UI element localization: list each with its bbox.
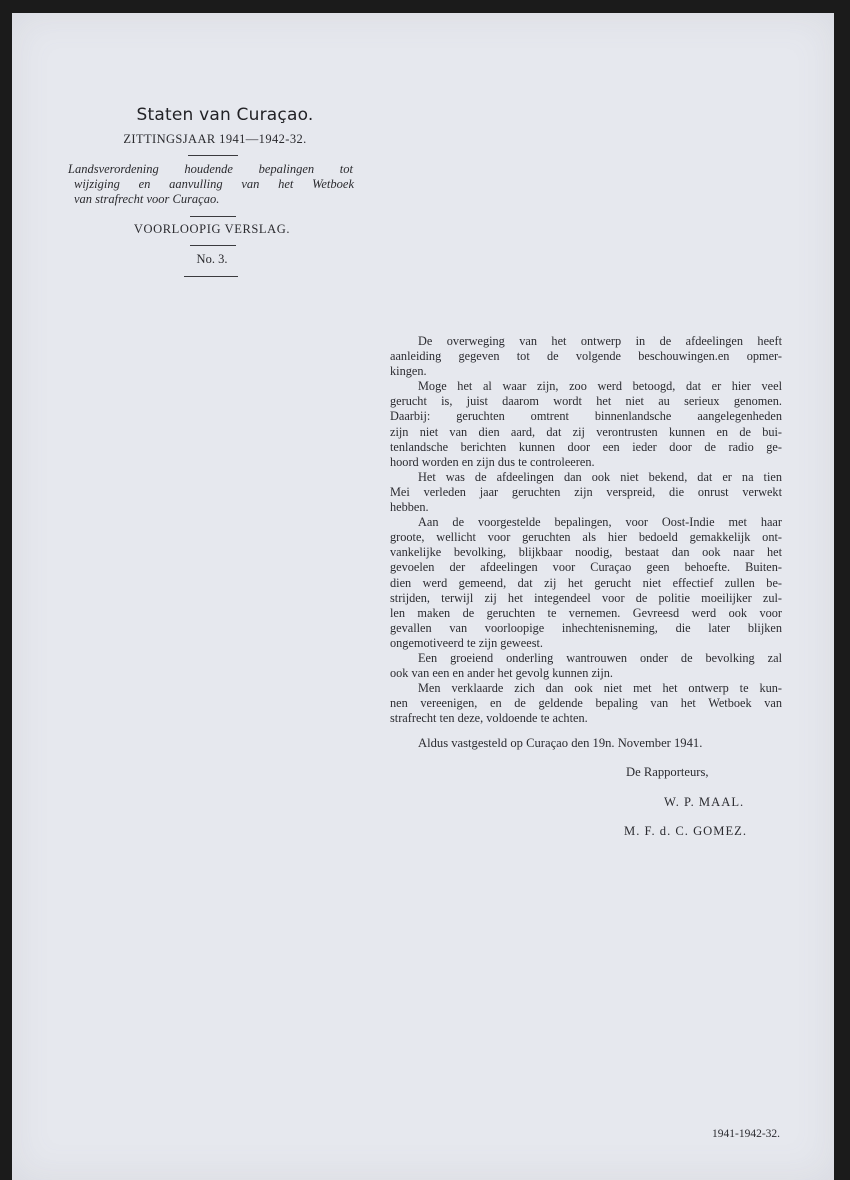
subject-line: Landsverordening houdende bepalingen tot <box>68 162 353 176</box>
text-line: Het was de afdeelingen dan ook niet bekend, dat er na tien <box>418 469 782 484</box>
text-line: groote, wellicht voor geruchten als hier bedoeld gemakkelijk ont- <box>390 530 782 545</box>
text-line: gevoelen der afdeelingen voor Curaçao geen behoefte. Buiten- <box>390 560 782 575</box>
scan-border-top <box>0 0 850 13</box>
text-line: De overweging van het ontwerp in de afdeelingen heeft <box>418 334 782 348</box>
text-line: len maken de geruchten te vernemen. Gevreesd werd ook voor <box>390 605 782 620</box>
paragraph <box>390 334 782 379</box>
paragraph <box>390 515 782 651</box>
scan-border-right <box>834 0 850 1180</box>
text-line: strijden, terwijl zij het integendeel voor de politie moeilijker zul- <box>390 590 782 605</box>
subject-line: wijziging en aanvulling van het Wetboek <box>74 177 354 191</box>
text-line: gerucht is, juist daarom wordt het niet au serieux genomen. <box>390 394 782 409</box>
text-line: ook van een en ander het gevolg kunnen zijn. <box>390 666 613 681</box>
text-line: ongemotiveerd te zijn geweest. <box>390 635 543 650</box>
report-number: No. 3. <box>196 252 228 266</box>
text-line: tenlandsche berichten kunnen door een ieder door de radio ge- <box>390 439 782 454</box>
text-line: zijn niet van dien aard, dat zij verontrusten kunnen en de bui- <box>390 424 782 439</box>
header-divider <box>184 276 238 277</box>
text-line: vankelijke bevolking, blijkbaar noodig, bestaat dan ook naar het <box>390 545 782 560</box>
text-line: Men verklaarde zich dan ook niet met het ontwerp te kun- <box>418 681 782 696</box>
closing-statement: Aldus vastgesteld op Curaçao den 19n. November 1941. <box>418 736 703 750</box>
text-line: Een groeiend onderling wantrouwen onder de bevolking zal <box>418 650 782 665</box>
session-year: ZITTINGSJAAR 1941—1942-32. <box>123 132 307 146</box>
paragraph <box>390 470 782 515</box>
signatory-name: M. F. d. C. GOMEZ. <box>624 824 747 838</box>
text-line: hebben. <box>390 500 429 515</box>
scan-border-left <box>0 0 12 1180</box>
subject-block <box>68 162 358 207</box>
header-divider <box>190 216 236 217</box>
text-line: Mei verleden jaar geruchten zijn verspreid, die onrust verwekt <box>390 484 782 499</box>
header-divider <box>190 245 236 246</box>
signatory-name: W. P. MAAL. <box>664 795 745 809</box>
paragraph <box>390 379 782 470</box>
header-divider <box>188 155 238 156</box>
text-line: strafrecht ten deze, voldoende te achten. <box>390 711 588 726</box>
rapporteurs-label: De Rapporteurs, <box>626 765 709 779</box>
text-line: hoord worden en zijn dus te controleeren. <box>390 454 595 469</box>
report-body <box>390 334 782 726</box>
text-line: gevallen van voorloopige inhechtenisneming, die later blijken <box>390 620 782 635</box>
paragraph <box>390 681 782 726</box>
text-line: Moge het al waar zijn, zoo werd betoogd, dat er hier veel <box>418 379 782 394</box>
text-line: nen vereenigen, en de geldende bepaling van het Wetboek van <box>390 696 782 711</box>
paragraph <box>390 651 782 681</box>
text-line: kingen. <box>390 364 427 379</box>
text-line: dien werd gemeend, dat zij het gerucht niet effectief zullen be- <box>390 575 782 590</box>
document-title: Staten van Curaçao. <box>136 105 314 125</box>
text-line: Aan de voorgestelde bepalingen, voor Oost-Indie met haar <box>418 515 782 530</box>
subject-line: van strafrecht voor Curaçao. <box>74 192 220 206</box>
footer-document-code: 1941-1942-32. <box>712 1128 781 1140</box>
text-line: Daarbij: geruchten omtrent binnenlandsche aangelegenheden <box>390 409 782 424</box>
report-type: VOORLOOPIG VERSLAG. <box>133 222 291 236</box>
text-line: aanleiding gegeven tot de volgende beschouwingen.en opmer- <box>390 349 782 364</box>
